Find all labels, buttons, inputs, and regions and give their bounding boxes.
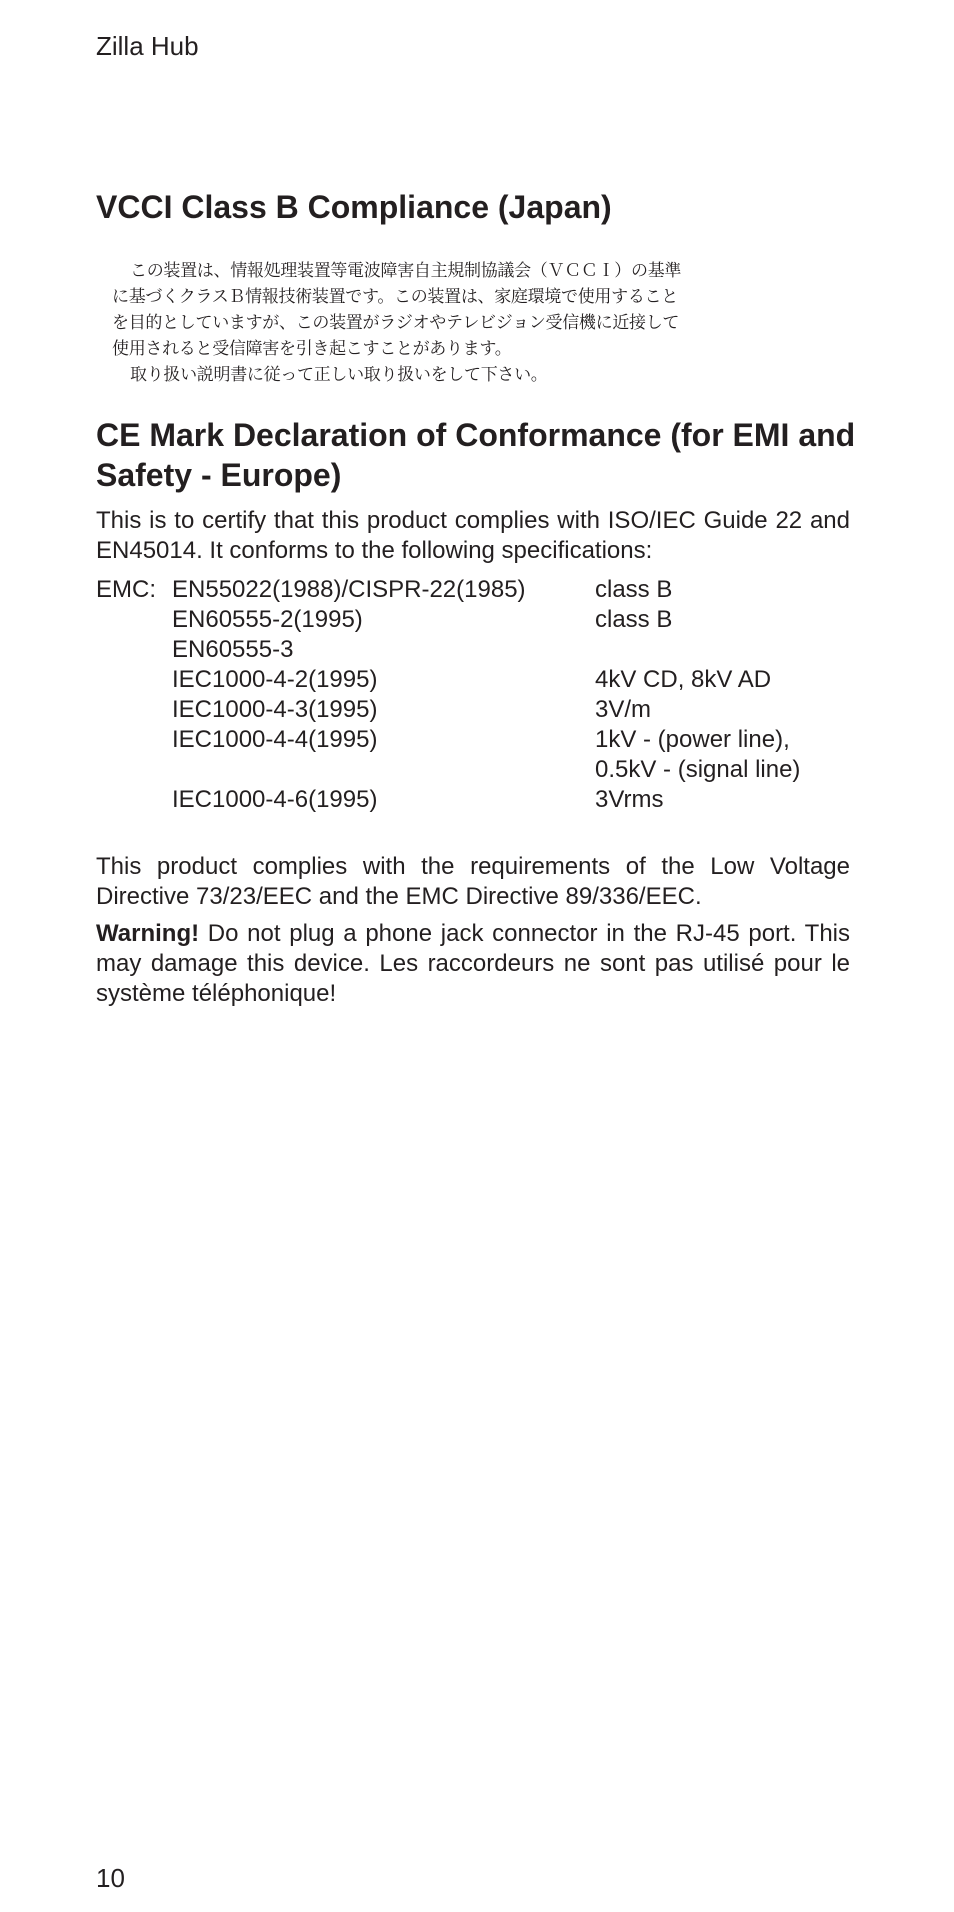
spec-class [595,665,771,695]
spec-class [595,605,672,635]
page-number: 10 [96,1863,125,1893]
spec-class-line: 1kV - (power line), [595,726,790,753]
vcci-notice-line: を目的としていますが、この装置がラジオやテレビジョン受信機に近接して [112,313,680,333]
running-header: Zilla Hub [96,31,199,61]
warning-label: Warning! [96,920,200,947]
spec-class-line: class B [595,576,673,603]
vcci-notice-line: 使用されると受信障害を引き起こすことがあります。 [112,339,512,359]
spec-class-line: 4kV CD, 8kV AD [595,666,772,693]
spec-class [595,725,800,785]
emc-prefix-label: EMC: [96,576,156,603]
vcci-section-title: VCCI Class B Compliance (Japan) [96,189,612,225]
vcci-notice-line: この装置は、情報処理装置等電波障害自主規制協議会（ＶＣＣＩ）の基準 [130,261,682,281]
vcci-notice-line: 取り扱い説明書に従って正しい取り扱いをして下さい。 [130,365,548,385]
spec-class-line: class B [595,606,673,633]
spec-standard: IEC1000-4-2(1995) [172,666,378,693]
warning-text: Do not plug a phone jack connector in the RJ-45 port. This may damage this device. Les raccordeurs ne sont pas utilisé pour le système téléphonique! [96,920,850,1007]
spec-standard: EN60555-2(1995) [172,606,363,633]
spec-class [595,785,663,815]
spec-standard: IEC1000-4-4(1995) [172,726,378,753]
spec-standard: IEC1000-4-6(1995) [172,786,378,813]
lvd-statement: This product complies with the requirements of the Low Voltage Directive 73/23/EEC and the EMC Directive 89/336/EEC. [96,853,850,910]
spec-class-line: 3V/m [595,696,652,723]
spec-class-line: 3Vrms [595,786,664,813]
ce-section-title: CE Mark Declaration of Conformance (for EMI and Safety - Europe) [96,417,856,493]
spec-standard: EN55022(1988)/CISPR-22(1985) [172,576,526,603]
spec-class [595,695,651,725]
spec-class-line: 0.5kV - (signal line) [595,756,801,783]
ce-certify-paragraph: This is to certify that this product complies with ISO/IEC Guide 22 and EN45014. It conforms to the following specifications: [96,507,850,564]
vcci-notice-line: に基づくクラスＢ情報技術装置です。この装置は、家庭環境で使用すること [112,287,678,307]
warning-paragraph [96,919,850,1009]
vcci-japanese-notice [112,258,732,388]
spec-standard: EN60555-3 [172,636,294,663]
spec-class [595,575,672,605]
spec-standard: IEC1000-4-3(1995) [172,696,378,723]
